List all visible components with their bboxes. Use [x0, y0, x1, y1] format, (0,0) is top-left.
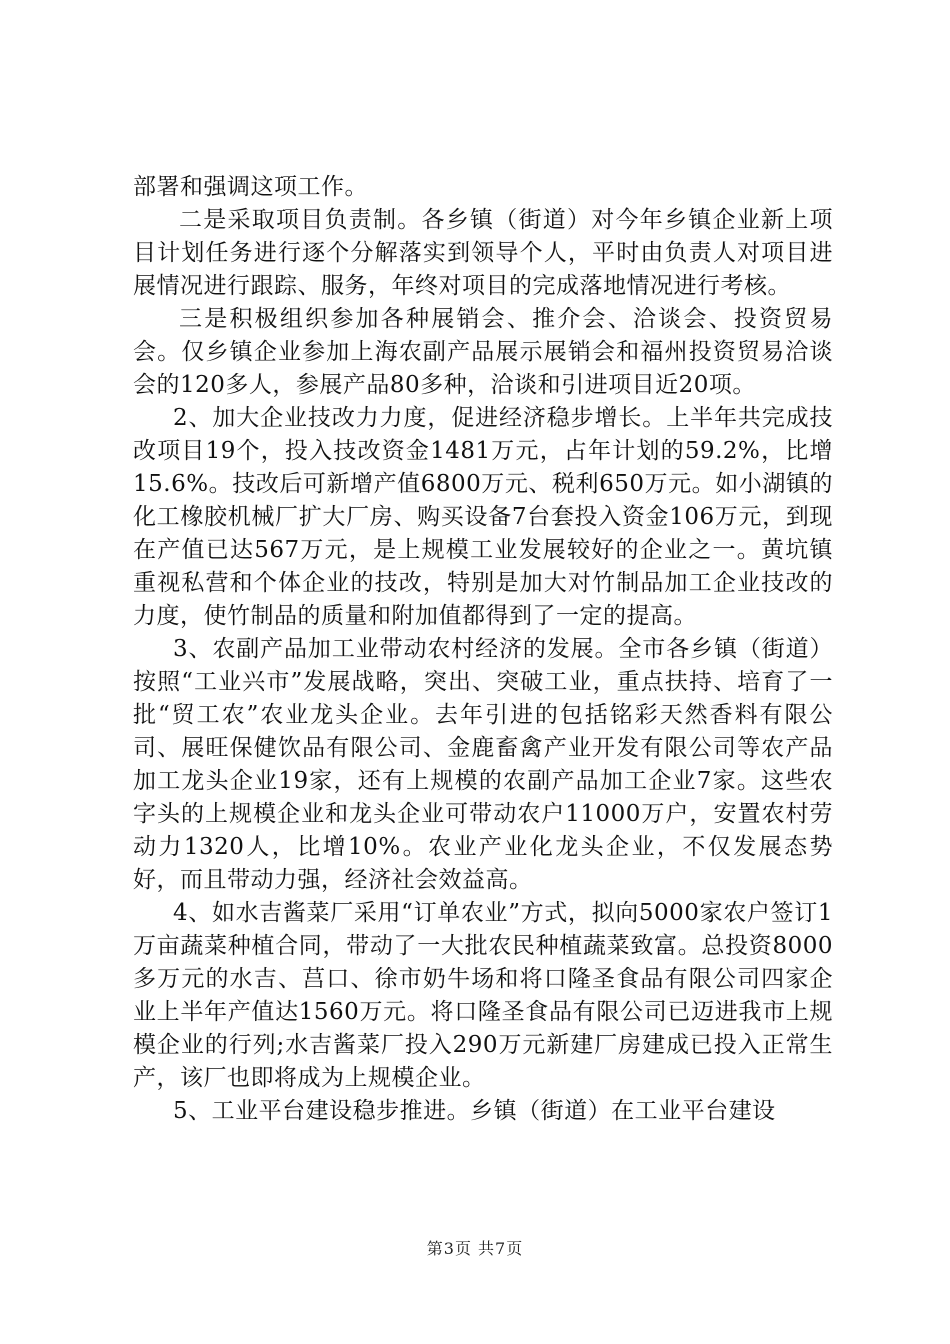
paragraph-trade-fairs: 三是积极组织参加各种展销会、推介会、洽谈会、投资贸易会。仅乡镇企业参加上海农副产品展示展销会和福州投资贸易洽谈会的120多人，参展产品80多种，洽谈和引进项目近20项。	[133, 306, 833, 398]
paragraph-project-responsibility: 二是采取项目负责制。各乡镇（街道）对今年乡镇企业新上项目计划任务进行逐个分解落实到领导个人，平时由负责人对项目进展情况进行跟踪、服务，年终对项目的完成落地情况进行考核。	[133, 207, 833, 299]
document-body	[133, 171, 833, 1128]
paragraph-continuation: 部署和强调这项工作。	[133, 174, 368, 200]
page-number-footer: 第3页 共7页	[426, 1239, 524, 1258]
paragraph-order-farming: 4、如水吉酱菜厂采用“订单农业”方式，拟向5000家农户签订1万亩蔬菜种植合同，带动了一大批农民种植蔬菜致富。总投资8000多万元的水吉、莒口、徐市奶牛场和将口隆圣食品有限公司四家企业上半年产值达1560万元。将口隆圣食品有限公司已迈进我市上规模企业的行列;水吉酱菜厂投入290万元新建厂房建成已投入正常生产，该厂也即将成为上规模企业。	[133, 900, 833, 1091]
paragraph-industrial-platform: 5、工业平台建设稳步推进。乡镇（街道）在工业平台建设	[173, 1098, 776, 1124]
paragraph-tech-upgrade: 2、加大企业技改力力度，促进经济稳步增长。上半年共完成技改项目19个，投入技改资金1481万元，占年计划的59.2%，比增15.6%。技改后可新增产值6800万元、税利650万元。如小湖镇的化工橡胶机械厂扩大厂房、购买设备7台套投入资金106万元，到现在产值已达567万元，是上规模工业发展较好的企业之一。黄坑镇重视私营和个体企业的技改，特别是加大对竹制品加工企业技改的力度，使竹制品的质量和附加值都得到了一定的提高。	[133, 405, 833, 629]
paragraph-agri-processing: 3、农副产品加工业带动农村经济的发展。全市各乡镇（街道）按照“工业兴市”发展战略，突出、突破工业，重点扶持、培育了一批“贸工农”农业龙头企业。去年引进的包括铭彩天然香料有限公司、展旺保健饮品有限公司、金鹿畜禽产业开发有限公司等农产品加工龙头企业19家，还有上规模的农副产品加工企业7家。这些农字头的上规模企业和龙头企业可带动农户11000万户，安置农村劳动力1320人，比增10%。农业产业化龙头企业，不仅发展态势好，而且带动力强，经济社会效益高。	[133, 636, 833, 893]
